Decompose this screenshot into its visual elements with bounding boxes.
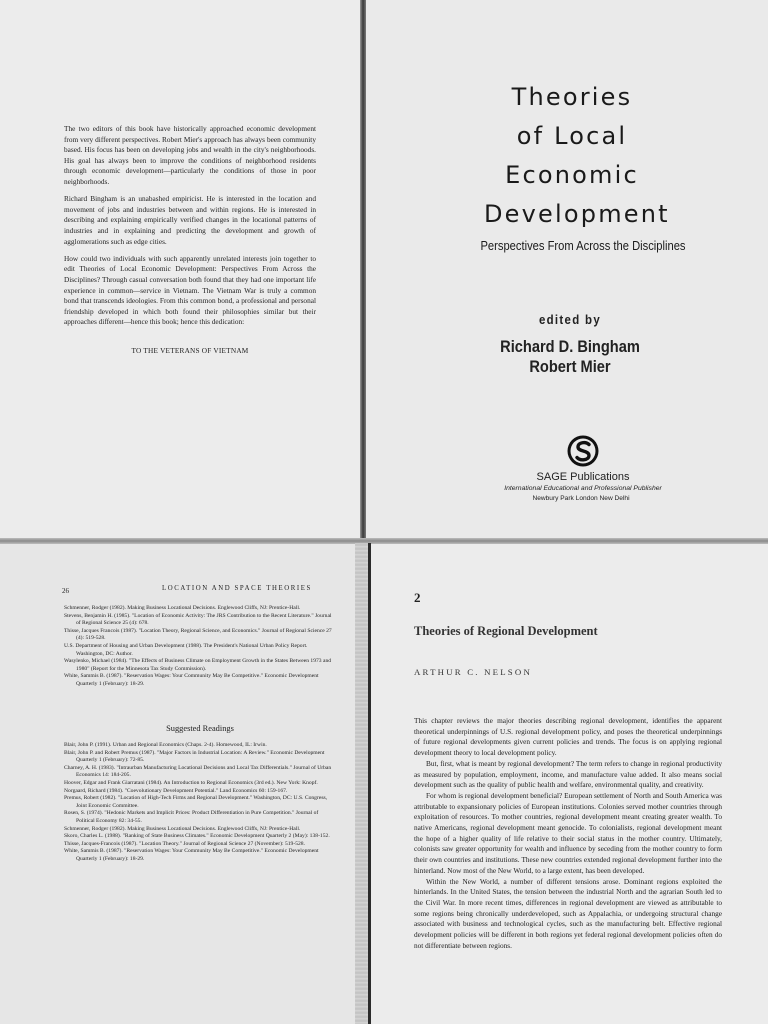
chapter-body <box>414 716 722 951</box>
page-gutter-edge <box>368 543 371 1024</box>
suggested-reading-entry: Charney, A. H. (1983). "Intraurban Manufacturing Locational Decisions and Local Tax Differentials." Journal of Urban Economics 14: 184-205. <box>64 764 332 779</box>
suggested-reading-entry: Norgaard, Richard (1984). "Coevolutionary Development Potential." Land Economics 60: 159-167. <box>64 787 288 794</box>
suggested-readings-heading: Suggested Readings <box>166 724 234 733</box>
page-seam-horizontal <box>0 538 768 544</box>
reference-entry: Wasylenko, Michael (1984). "The Effects of Business Climate on Employment Growth in the States Between 1973 and 1980" (Report for the Minnesota Tax Study Commission). <box>64 658 332 672</box>
sage-logo-icon <box>566 434 600 468</box>
front-matter-text <box>64 124 316 334</box>
chapter-paragraph-2: But, first, what is meant by regional development? The term refers to change in regional productivity as measured by population, employment, income, and manufacture value added. It also means social development such as the quality of public health and welfare, environmental quality, and creativity. <box>414 758 722 790</box>
publisher-tagline: International Educational and Professional Publisher <box>504 485 662 492</box>
suggested-reading-entry: Premus, Robert (1982). "Location of High-Tech Firms and Regional Development." Washington, DC: U.S. Congress, Joint Economic Committee. <box>64 795 328 809</box>
suggested-reading-entry: Rosen, S. (1974). "Hedonic Markets and Implicit Prices: Product Differentiation in Pure Competition." Journal of Political Economy 82: 34-55. <box>64 810 319 824</box>
reference-list <box>64 605 334 689</box>
book-title-line-4: Development <box>484 200 670 228</box>
editor-name-1: Richard D. Bingham <box>500 337 640 356</box>
chapter-paragraph-3: For whom is regional development beneficial? European settlement of North and South America was attributable to expansionary policies of European institutions. Colonies served mother countries through exploitation of resources. To mother countries, regional development meant creating greater wealth. To native Americans, regional development meant genocide. To colonialists, regional development meant the hope of a higher quality of life relative to their social status in the mother country. Ultimately, colonists saw greater opportunity for wealth and influence by seceding from the mother country to form their own countries and institutions. These new countries extended regional development further into the hinterland. Now most of the New World, to a large extent, has been developed. <box>414 790 722 875</box>
front-matter-paragraph-3: How could two individuals with such apparently unrelated interests join together to edit Theories of Local Economic Development: Perspectives From Across the Disciplines? Through casual conversation both found that they had one important life experience in common—service in Vietnam. The Vietnam War is truly a common bond that transcends ideologies. From this common bond, a professional and personal friendship developed in which both found their philosophies similar but their approaches different—hence this book; hence this dedication: <box>64 253 316 327</box>
suggested-readings-list <box>64 742 334 864</box>
reference-entry: White, Sammis B. (1987). "Reservation Wages: Your Community May Be Competitive." Economic Development Quarterly 1 (February): 18-29. <box>64 673 319 687</box>
page-gutter-bottom <box>355 543 369 1024</box>
suggested-reading-entry: Hoover, Edgar and Frank Giarratani (1984). An Introduction to Regional Economics (3rd ed.). New York: Knopf. <box>64 779 318 786</box>
publisher-name: SAGE Publications <box>536 471 630 483</box>
page-number: 26 <box>62 587 69 595</box>
publisher-cities: Newbury Park London New Delhi <box>532 495 630 502</box>
chapter-number: 2 <box>414 590 421 605</box>
reference-entry: Stevens, Benjamin H. (1985). "Location of Economic Activity: The JRS Contribution to the Recent Literature." Journal of Regional Science 25 (4): 678. <box>64 612 332 627</box>
chapter-paragraph-1: This chapter reviews the major theories describing regional development, identifies the apparent theoretical underpinnings of U.S. regional development policy, and poses the theoretical underpinnings of future regional developments given current policies and trends. The focus is on applying regional development theory to local development policy. <box>414 716 722 758</box>
running-head: LOCATION AND SPACE THEORIES <box>162 585 312 592</box>
book-title-line-1: Theories <box>511 83 633 111</box>
editor-name-2: Robert Mier <box>529 357 611 376</box>
suggested-reading-entry: White, Sammis B. (1987). "Reservation Wages: Your Community May Be Competitive." Economic Development Quarterly 1 (February): 18-29. <box>64 848 319 862</box>
reference-entry: Thisse, Jacques Francois (1987). "Location Theory, Regional Science, and Economics." Journal of Regional Science 27 (4): 519-528. <box>64 627 332 642</box>
book-title-line-3: Economic <box>505 161 639 189</box>
suggested-reading-entry: Thisse, Jacques-Francois (1987). "Location Theory." Journal of Regional Science 27 (November): 519-528. <box>64 840 305 847</box>
page-gutter-top <box>360 0 366 540</box>
suggested-reading-entry: Blair, John P. (1991). Urban and Regional Economics (Chaps. 2-4). Homewood, IL: Irwin. <box>64 742 267 748</box>
chapter-author: ARTHUR C. NELSON <box>414 667 533 677</box>
reference-entry: U.S. Department of Housing and Urban Development (1988). The President's National Urban Policy Report. Washington, DC: Author. <box>64 642 308 657</box>
suggested-reading-entry: Skoro, Charles L. (1988). "Ranking of State Business Climates." Economic Development Quarterly 2 (May): 138-152. <box>64 833 330 840</box>
book-title-line-2: of Local <box>516 122 628 150</box>
chapter-title: Theories of Regional Development <box>414 624 598 638</box>
dedication-line: TO THE VETERANS OF VIETNAM <box>131 346 249 355</box>
chapter-paragraph-4: Within the New World, a number of different tensions arose. Dominant regions exploited the hinterlands. In the United States, the tension between the industrial North and the agrarian South led to the Civil War. In more recent times, differences in regional development are viewed as attributable to some regions being chronically underdeveloped, such as Appalachia, or undergoing structural change associated with business and technological cycles, such as the manufacturing belt. Effective regional development policies will be different in both regions yet federal regional development policies often do not differentiate between regions. <box>414 876 722 950</box>
front-matter-page <box>0 0 362 540</box>
edited-by-label: edited by <box>538 312 602 327</box>
front-matter-paragraph-1: The two editors of this book have historically approached economic development from very different perspectives. Robert Mier's approach has always been community based. His focus has been on developing jobs and wealth in the city's neighborhoods. His goal has always been to improve the conditions of neighborhood residents through economic development—particularly the conditions of those in poor neighborhoods. <box>64 124 316 186</box>
reference-entry: Schmenner, Rodger (1982). Making Business Locational Decisions. Englewood Cliffs, NJ: Prentice-Hall. <box>64 605 301 611</box>
book-title <box>484 78 670 234</box>
book-subtitle: Perspectives From Across the Disciplines <box>480 238 686 253</box>
suggested-reading-entry: Blair, John P. and Robert Premus (1987). "Major Factors in Industrial Location: A Review." Economic Development Quarterly 1 (February): 72-85. <box>64 749 325 764</box>
suggested-reading-entry: Schmenner, Rodger (1982). Making Business Locational Decisions. Englewood Cliffs, NJ: Prentice-Hall. <box>64 825 301 832</box>
front-matter-paragraph-2: Richard Bingham is an unabashed empiricist. He is interested in the location and movement of jobs and industries between and within regions. He is interested in describing and explaining empirically verified changes in the locational patterns of industries and in explaining and predicting the development and growth of agglomerations such as edge cities. <box>64 194 316 246</box>
